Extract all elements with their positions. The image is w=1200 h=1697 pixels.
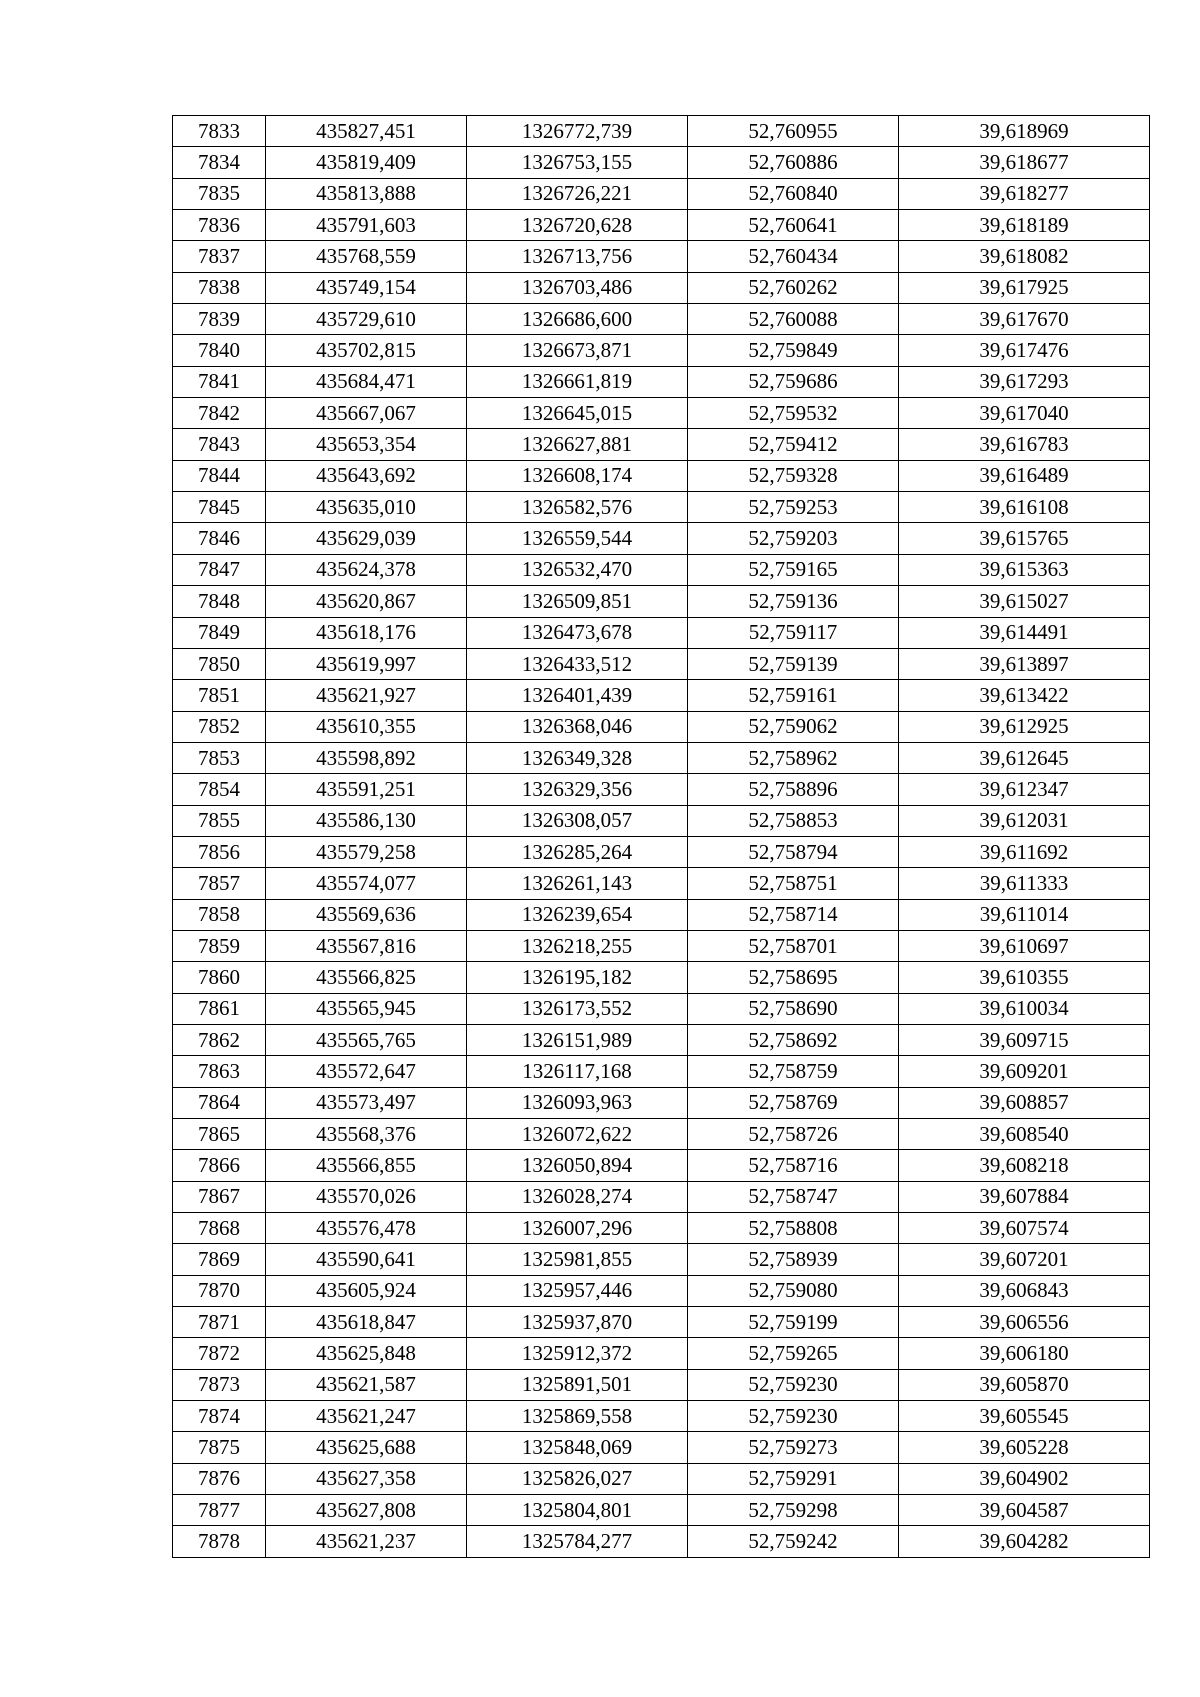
latitude-cell: 52,759230 (688, 1401, 899, 1432)
point-number-cell: 7851 (173, 680, 266, 711)
point-number-cell: 7858 (173, 899, 266, 930)
latitude-cell: 52,759242 (688, 1526, 899, 1557)
point-number-cell: 7877 (173, 1495, 266, 1526)
point-number-cell: 7852 (173, 711, 266, 742)
table-row (173, 147, 1150, 178)
longitude-cell: 39,604587 (899, 1495, 1150, 1526)
x-coordinate-cell: 435729,610 (266, 304, 467, 335)
x-coordinate-cell: 435768,559 (266, 241, 467, 272)
table-row (173, 993, 1150, 1024)
latitude-cell: 52,760088 (688, 304, 899, 335)
x-coordinate-cell: 435702,815 (266, 335, 467, 366)
longitude-cell: 39,612347 (899, 774, 1150, 805)
y-coordinate-cell: 1326509,851 (467, 586, 688, 617)
table-row (173, 1213, 1150, 1244)
longitude-cell: 39,610355 (899, 962, 1150, 993)
point-number-cell: 7860 (173, 962, 266, 993)
x-coordinate-cell: 435621,237 (266, 1526, 467, 1557)
y-coordinate-cell: 1326368,046 (467, 711, 688, 742)
table-row (173, 366, 1150, 397)
y-coordinate-cell: 1326532,470 (467, 554, 688, 585)
y-coordinate-cell: 1326473,678 (467, 617, 688, 648)
y-coordinate-cell: 1326093,963 (467, 1087, 688, 1118)
latitude-cell: 52,758853 (688, 805, 899, 836)
longitude-cell: 39,607884 (899, 1181, 1150, 1212)
table-row (173, 1181, 1150, 1212)
point-number-cell: 7857 (173, 868, 266, 899)
point-number-cell: 7847 (173, 554, 266, 585)
table-row (173, 930, 1150, 961)
latitude-cell: 52,759230 (688, 1369, 899, 1400)
x-coordinate-cell: 435791,603 (266, 210, 467, 241)
point-number-cell: 7836 (173, 210, 266, 241)
longitude-cell: 39,610034 (899, 993, 1150, 1024)
latitude-cell: 52,760641 (688, 210, 899, 241)
longitude-cell: 39,608540 (899, 1119, 1150, 1150)
longitude-cell: 39,612645 (899, 742, 1150, 773)
y-coordinate-cell: 1325981,855 (467, 1244, 688, 1275)
latitude-cell: 52,760955 (688, 116, 899, 147)
latitude-cell: 52,759203 (688, 523, 899, 554)
point-number-cell: 7856 (173, 836, 266, 867)
point-number-cell: 7863 (173, 1056, 266, 1087)
table-row (173, 304, 1150, 335)
x-coordinate-cell: 435618,847 (266, 1307, 467, 1338)
x-coordinate-cell: 435579,258 (266, 836, 467, 867)
point-number-cell: 7841 (173, 366, 266, 397)
longitude-cell: 39,607201 (899, 1244, 1150, 1275)
y-coordinate-cell: 1326726,221 (467, 178, 688, 209)
x-coordinate-cell: 435591,251 (266, 774, 467, 805)
point-number-cell: 7865 (173, 1119, 266, 1150)
table-row (173, 742, 1150, 773)
latitude-cell: 52,759412 (688, 429, 899, 460)
latitude-cell: 52,759849 (688, 335, 899, 366)
table-row (173, 899, 1150, 930)
latitude-cell: 52,759291 (688, 1463, 899, 1494)
point-number-cell: 7839 (173, 304, 266, 335)
table-row (173, 554, 1150, 585)
y-coordinate-cell: 1326173,552 (467, 993, 688, 1024)
latitude-cell: 52,759139 (688, 648, 899, 679)
latitude-cell: 52,759165 (688, 554, 899, 585)
y-coordinate-cell: 1326218,255 (467, 930, 688, 961)
x-coordinate-cell: 435635,010 (266, 492, 467, 523)
x-coordinate-cell: 435598,892 (266, 742, 467, 773)
longitude-cell: 39,614491 (899, 617, 1150, 648)
x-coordinate-cell: 435621,587 (266, 1369, 467, 1400)
x-coordinate-cell: 435627,808 (266, 1495, 467, 1526)
point-number-cell: 7874 (173, 1401, 266, 1432)
latitude-cell: 52,759328 (688, 460, 899, 491)
point-number-cell: 7837 (173, 241, 266, 272)
latitude-cell: 52,759253 (688, 492, 899, 523)
x-coordinate-cell: 435574,077 (266, 868, 467, 899)
y-coordinate-cell: 1326195,182 (467, 962, 688, 993)
table-row (173, 868, 1150, 899)
latitude-cell: 52,758759 (688, 1056, 899, 1087)
y-coordinate-cell: 1326559,544 (467, 523, 688, 554)
latitude-cell: 52,758808 (688, 1213, 899, 1244)
longitude-cell: 39,616108 (899, 492, 1150, 523)
table-row (173, 1119, 1150, 1150)
latitude-cell: 52,759265 (688, 1338, 899, 1369)
point-number-cell: 7855 (173, 805, 266, 836)
longitude-cell: 39,617040 (899, 398, 1150, 429)
point-number-cell: 7872 (173, 1338, 266, 1369)
longitude-cell: 39,617293 (899, 366, 1150, 397)
latitude-cell: 52,760434 (688, 241, 899, 272)
y-coordinate-cell: 1326401,439 (467, 680, 688, 711)
table-row (173, 1369, 1150, 1400)
y-coordinate-cell: 1326117,168 (467, 1056, 688, 1087)
x-coordinate-cell: 435819,409 (266, 147, 467, 178)
point-number-cell: 7842 (173, 398, 266, 429)
latitude-cell: 52,759532 (688, 398, 899, 429)
latitude-cell: 52,760840 (688, 178, 899, 209)
latitude-cell: 52,758695 (688, 962, 899, 993)
latitude-cell: 52,759298 (688, 1495, 899, 1526)
longitude-cell: 39,607574 (899, 1213, 1150, 1244)
x-coordinate-cell: 435827,451 (266, 116, 467, 147)
longitude-cell: 39,615027 (899, 586, 1150, 617)
latitude-cell: 52,758690 (688, 993, 899, 1024)
y-coordinate-cell: 1326329,356 (467, 774, 688, 805)
point-number-cell: 7870 (173, 1275, 266, 1306)
point-number-cell: 7844 (173, 460, 266, 491)
point-number-cell: 7861 (173, 993, 266, 1024)
point-number-cell: 7871 (173, 1307, 266, 1338)
table-row (173, 1432, 1150, 1463)
table-row (173, 178, 1150, 209)
x-coordinate-cell: 435619,997 (266, 648, 467, 679)
point-number-cell: 7873 (173, 1369, 266, 1400)
x-coordinate-cell: 435621,927 (266, 680, 467, 711)
y-coordinate-cell: 1326703,486 (467, 272, 688, 303)
table-row (173, 680, 1150, 711)
table-row (173, 1244, 1150, 1275)
y-coordinate-cell: 1326433,512 (467, 648, 688, 679)
point-number-cell: 7875 (173, 1432, 266, 1463)
longitude-cell: 39,606556 (899, 1307, 1150, 1338)
latitude-cell: 52,758794 (688, 836, 899, 867)
table-row (173, 586, 1150, 617)
y-coordinate-cell: 1325826,027 (467, 1463, 688, 1494)
y-coordinate-cell: 1326050,894 (467, 1150, 688, 1181)
latitude-cell: 52,759273 (688, 1432, 899, 1463)
x-coordinate-cell: 435625,848 (266, 1338, 467, 1369)
longitude-cell: 39,604902 (899, 1463, 1150, 1494)
x-coordinate-cell: 435620,867 (266, 586, 467, 617)
y-coordinate-cell: 1325784,277 (467, 1526, 688, 1557)
point-number-cell: 7864 (173, 1087, 266, 1118)
longitude-cell: 39,617670 (899, 304, 1150, 335)
point-number-cell: 7868 (173, 1213, 266, 1244)
y-coordinate-cell: 1326261,143 (467, 868, 688, 899)
table-row (173, 116, 1150, 147)
x-coordinate-cell: 435573,497 (266, 1087, 467, 1118)
y-coordinate-cell: 1326772,739 (467, 116, 688, 147)
point-number-cell: 7853 (173, 742, 266, 773)
y-coordinate-cell: 1326608,174 (467, 460, 688, 491)
longitude-cell: 39,613422 (899, 680, 1150, 711)
point-number-cell: 7866 (173, 1150, 266, 1181)
table-row (173, 711, 1150, 742)
x-coordinate-cell: 435629,039 (266, 523, 467, 554)
point-number-cell: 7848 (173, 586, 266, 617)
latitude-cell: 52,759161 (688, 680, 899, 711)
y-coordinate-cell: 1326627,881 (467, 429, 688, 460)
point-number-cell: 7849 (173, 617, 266, 648)
latitude-cell: 52,758726 (688, 1119, 899, 1150)
x-coordinate-cell: 435625,688 (266, 1432, 467, 1463)
x-coordinate-cell: 435624,378 (266, 554, 467, 585)
y-coordinate-cell: 1326713,756 (467, 241, 688, 272)
point-number-cell: 7838 (173, 272, 266, 303)
latitude-cell: 52,759686 (688, 366, 899, 397)
table-row (173, 398, 1150, 429)
y-coordinate-cell: 1325869,558 (467, 1401, 688, 1432)
y-coordinate-cell: 1326028,274 (467, 1181, 688, 1212)
point-number-cell: 7876 (173, 1463, 266, 1494)
x-coordinate-cell: 435605,924 (266, 1275, 467, 1306)
latitude-cell: 52,758716 (688, 1150, 899, 1181)
y-coordinate-cell: 1325912,372 (467, 1338, 688, 1369)
longitude-cell: 39,605870 (899, 1369, 1150, 1400)
coordinates-table (172, 115, 1150, 1558)
y-coordinate-cell: 1326720,628 (467, 210, 688, 241)
longitude-cell: 39,610697 (899, 930, 1150, 961)
x-coordinate-cell: 435565,765 (266, 1024, 467, 1055)
y-coordinate-cell: 1326151,989 (467, 1024, 688, 1055)
x-coordinate-cell: 435653,354 (266, 429, 467, 460)
y-coordinate-cell: 1326686,600 (467, 304, 688, 335)
table-row (173, 1275, 1150, 1306)
longitude-cell: 39,618189 (899, 210, 1150, 241)
x-coordinate-cell: 435627,358 (266, 1463, 467, 1494)
latitude-cell: 52,760886 (688, 147, 899, 178)
longitude-cell: 39,606180 (899, 1338, 1150, 1369)
x-coordinate-cell: 435576,478 (266, 1213, 467, 1244)
table-row (173, 1495, 1150, 1526)
table-row (173, 805, 1150, 836)
x-coordinate-cell: 435570,026 (266, 1181, 467, 1212)
point-number-cell: 7845 (173, 492, 266, 523)
point-number-cell: 7835 (173, 178, 266, 209)
x-coordinate-cell: 435684,471 (266, 366, 467, 397)
longitude-cell: 39,608218 (899, 1150, 1150, 1181)
longitude-cell: 39,615363 (899, 554, 1150, 585)
latitude-cell: 52,758939 (688, 1244, 899, 1275)
longitude-cell: 39,616489 (899, 460, 1150, 491)
point-number-cell: 7862 (173, 1024, 266, 1055)
longitude-cell: 39,606843 (899, 1275, 1150, 1306)
longitude-cell: 39,604282 (899, 1526, 1150, 1557)
y-coordinate-cell: 1325891,501 (467, 1369, 688, 1400)
y-coordinate-cell: 1326308,057 (467, 805, 688, 836)
y-coordinate-cell: 1326582,576 (467, 492, 688, 523)
longitude-cell: 39,613897 (899, 648, 1150, 679)
longitude-cell: 39,617476 (899, 335, 1150, 366)
y-coordinate-cell: 1326753,155 (467, 147, 688, 178)
y-coordinate-cell: 1326349,328 (467, 742, 688, 773)
table-row (173, 1307, 1150, 1338)
table-row (173, 492, 1150, 523)
y-coordinate-cell: 1326007,296 (467, 1213, 688, 1244)
table-row (173, 210, 1150, 241)
x-coordinate-cell: 435566,855 (266, 1150, 467, 1181)
longitude-cell: 39,612031 (899, 805, 1150, 836)
latitude-cell: 52,759117 (688, 617, 899, 648)
longitude-cell: 39,615765 (899, 523, 1150, 554)
latitude-cell: 52,758769 (688, 1087, 899, 1118)
latitude-cell: 52,759080 (688, 1275, 899, 1306)
coordinates-table-body (173, 116, 1150, 1558)
longitude-cell: 39,611333 (899, 868, 1150, 899)
table-row (173, 523, 1150, 554)
longitude-cell: 39,605545 (899, 1401, 1150, 1432)
longitude-cell: 39,608857 (899, 1087, 1150, 1118)
y-coordinate-cell: 1326072,622 (467, 1119, 688, 1150)
longitude-cell: 39,616783 (899, 429, 1150, 460)
table-row (173, 962, 1150, 993)
table-row (173, 1401, 1150, 1432)
point-number-cell: 7869 (173, 1244, 266, 1275)
table-row (173, 836, 1150, 867)
table-row (173, 648, 1150, 679)
y-coordinate-cell: 1325937,870 (467, 1307, 688, 1338)
table-row (173, 1463, 1150, 1494)
x-coordinate-cell: 435572,647 (266, 1056, 467, 1087)
table-row (173, 1150, 1150, 1181)
table-row (173, 335, 1150, 366)
x-coordinate-cell: 435590,641 (266, 1244, 467, 1275)
longitude-cell: 39,612925 (899, 711, 1150, 742)
longitude-cell: 39,609715 (899, 1024, 1150, 1055)
table-row (173, 241, 1150, 272)
latitude-cell: 52,760262 (688, 272, 899, 303)
latitude-cell: 52,758747 (688, 1181, 899, 1212)
x-coordinate-cell: 435749,154 (266, 272, 467, 303)
point-number-cell: 7833 (173, 116, 266, 147)
table-row (173, 774, 1150, 805)
table-row (173, 1056, 1150, 1087)
x-coordinate-cell: 435813,888 (266, 178, 467, 209)
latitude-cell: 52,759062 (688, 711, 899, 742)
longitude-cell: 39,618277 (899, 178, 1150, 209)
table-row (173, 1087, 1150, 1118)
latitude-cell: 52,758962 (688, 742, 899, 773)
x-coordinate-cell: 435610,355 (266, 711, 467, 742)
latitude-cell: 52,758692 (688, 1024, 899, 1055)
y-coordinate-cell: 1326239,654 (467, 899, 688, 930)
longitude-cell: 39,618082 (899, 241, 1150, 272)
latitude-cell: 52,758714 (688, 899, 899, 930)
point-number-cell: 7840 (173, 335, 266, 366)
point-number-cell: 7867 (173, 1181, 266, 1212)
point-number-cell: 7834 (173, 147, 266, 178)
y-coordinate-cell: 1325848,069 (467, 1432, 688, 1463)
longitude-cell: 39,617925 (899, 272, 1150, 303)
x-coordinate-cell: 435621,247 (266, 1401, 467, 1432)
x-coordinate-cell: 435566,825 (266, 962, 467, 993)
point-number-cell: 7850 (173, 648, 266, 679)
latitude-cell: 52,759136 (688, 586, 899, 617)
x-coordinate-cell: 435618,176 (266, 617, 467, 648)
x-coordinate-cell: 435565,945 (266, 993, 467, 1024)
point-number-cell: 7878 (173, 1526, 266, 1557)
latitude-cell: 52,758751 (688, 868, 899, 899)
y-coordinate-cell: 1325804,801 (467, 1495, 688, 1526)
longitude-cell: 39,618677 (899, 147, 1150, 178)
longitude-cell: 39,611014 (899, 899, 1150, 930)
x-coordinate-cell: 435567,816 (266, 930, 467, 961)
x-coordinate-cell: 435586,130 (266, 805, 467, 836)
latitude-cell: 52,758896 (688, 774, 899, 805)
y-coordinate-cell: 1326661,819 (467, 366, 688, 397)
table-row (173, 617, 1150, 648)
latitude-cell: 52,759199 (688, 1307, 899, 1338)
point-number-cell: 7843 (173, 429, 266, 460)
x-coordinate-cell: 435569,636 (266, 899, 467, 930)
table-row (173, 429, 1150, 460)
longitude-cell: 39,611692 (899, 836, 1150, 867)
y-coordinate-cell: 1326645,015 (467, 398, 688, 429)
point-number-cell: 7854 (173, 774, 266, 805)
y-coordinate-cell: 1325957,446 (467, 1275, 688, 1306)
x-coordinate-cell: 435568,376 (266, 1119, 467, 1150)
table-row (173, 1526, 1150, 1557)
y-coordinate-cell: 1326673,871 (467, 335, 688, 366)
table-row (173, 460, 1150, 491)
latitude-cell: 52,758701 (688, 930, 899, 961)
point-number-cell: 7846 (173, 523, 266, 554)
y-coordinate-cell: 1326285,264 (467, 836, 688, 867)
longitude-cell: 39,605228 (899, 1432, 1150, 1463)
point-number-cell: 7859 (173, 930, 266, 961)
table-row (173, 272, 1150, 303)
table-row (173, 1024, 1150, 1055)
longitude-cell: 39,618969 (899, 116, 1150, 147)
longitude-cell: 39,609201 (899, 1056, 1150, 1087)
table-row (173, 1338, 1150, 1369)
x-coordinate-cell: 435643,692 (266, 460, 467, 491)
x-coordinate-cell: 435667,067 (266, 398, 467, 429)
